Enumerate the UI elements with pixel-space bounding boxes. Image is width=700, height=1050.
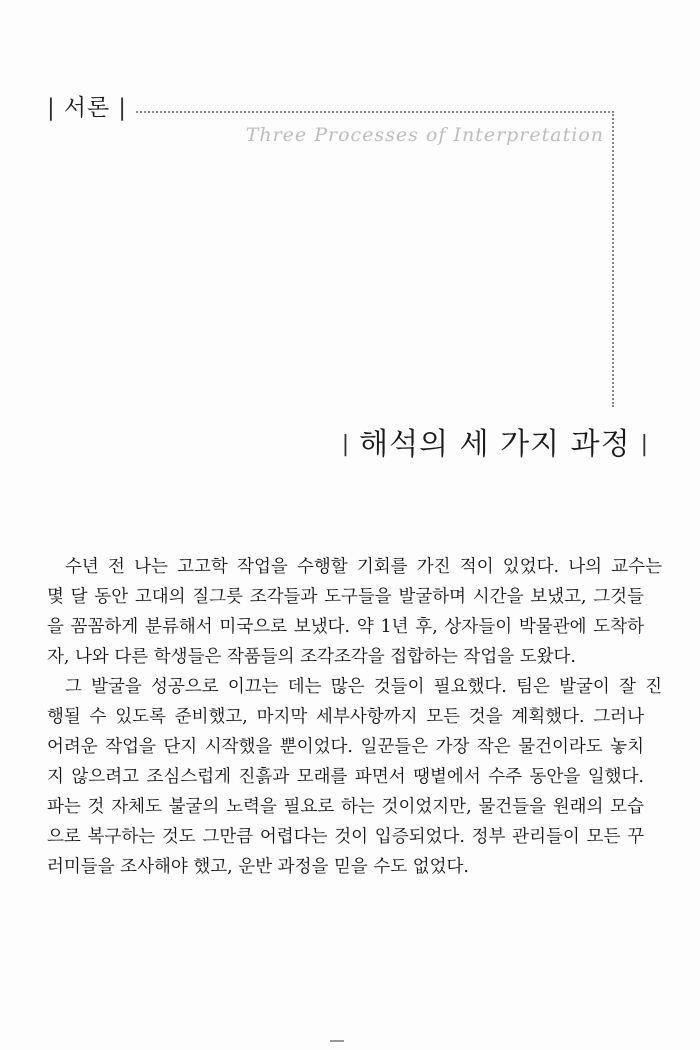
english-subtitle: Three Processes of Interpretation [245, 124, 604, 146]
body-line-8: 지 않으려고 조심스럽게 진흙과 모래를 파면서 땡볕에서 수주 동안을 일했다. [47, 767, 644, 787]
chapter-title [342, 425, 648, 465]
chapter-title-text: 해석의 세 가지 과정 [359, 427, 631, 462]
body-line-3: 을 꼼꼼하게 분류해서 미국으로 보냈다. 약 1년 후, 상자들이 박물관에 도착하 [47, 617, 644, 637]
section-label-bar-left: | [47, 95, 56, 121]
section-label-bar-right: | [118, 95, 127, 121]
body-line-7: 어려운 작업을 단지 시작했을 뿐이었다. 일꾼들은 가장 작은 물건이라도 놓치 [47, 737, 644, 757]
frame-right-dotted-line [612, 111, 614, 407]
body-line-4: 자, 나와 다른 학생들은 작품들의 조각조각을 접합하는 작업을 도왔다. [47, 647, 576, 667]
chapter-title-bar-right: | [640, 432, 648, 457]
section-label-text: 서론 [63, 95, 111, 121]
body-line-2: 몇 달 동안 고대의 질그릇 조각들과 도구들을 발굴하며 시간을 보냈고, 그것들 [47, 587, 644, 607]
body-text [47, 552, 662, 882]
body-line-1: 수년 전 나는 고고학 작업을 수행할 기회를 가진 적이 있었다. 나의 교수는 [65, 557, 662, 577]
body-line-10: 으로 복구하는 것도 그만큼 어렵다는 것이 입증되었다. 정부 관리들이 모든 꾸 [47, 827, 644, 847]
body-line-6: 행될 수 있도록 준비했고, 마지막 세부사항까지 모든 것을 계획했다. 그러나 [47, 707, 644, 727]
body-line-9: 파는 것 자체도 불굴의 노력을 필요로 하는 것이었지만, 물건들을 원래의 모습 [47, 797, 644, 817]
body-line-11: 러미들을 조사해야 했고, 운반 과정을 믿을 수도 없었다. [47, 857, 469, 877]
frame-top-dotted-line [136, 111, 614, 113]
chapter-title-bar-left: | [341, 432, 350, 457]
section-label [47, 92, 127, 124]
body-line-5: 그 발굴을 성공으로 이끄는 데는 많은 것들이 필요했다. 팀은 발굴이 잘 진 [65, 677, 662, 697]
page-number-mark [330, 1040, 344, 1042]
